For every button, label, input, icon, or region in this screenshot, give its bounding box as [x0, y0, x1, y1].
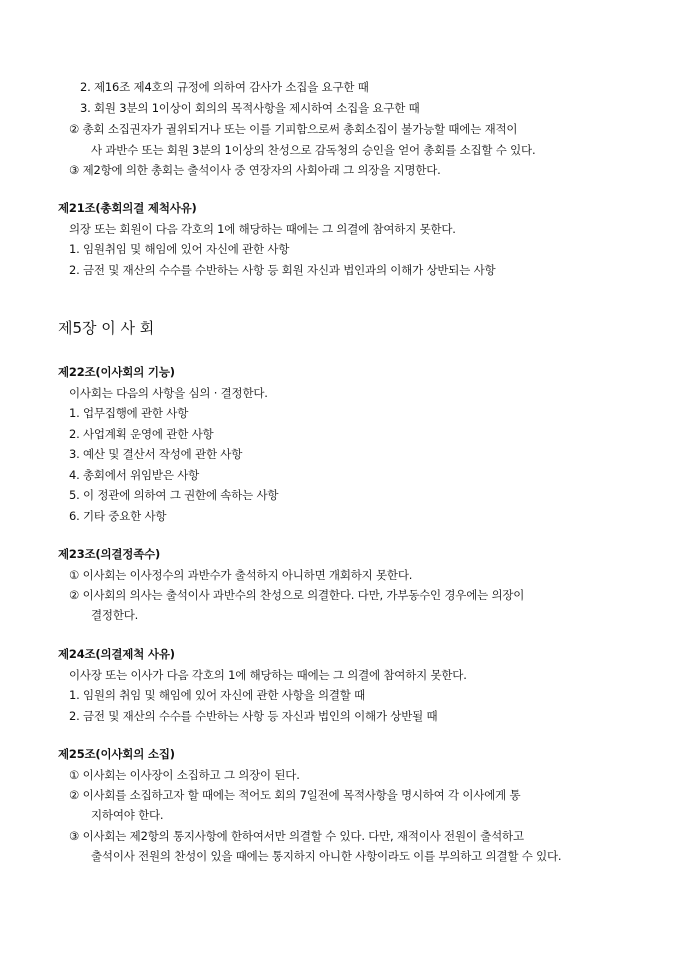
- article24-item-2: 2. 금전 및 재산의 수수를 수반하는 사항 등 자신과 법인의 이해가 상반될 때: [69, 709, 438, 723]
- article22-item-6: 6. 기타 중요한 사항: [69, 509, 167, 523]
- article21-title: 제21조(총회의결 제척사유): [58, 201, 197, 215]
- article24-item-1: 1. 임원의 취임 및 해임에 있어 자신에 관한 사항을 의결할 때: [69, 688, 366, 702]
- article21-item-1: 1. 임원취임 및 해임에 있어 자신에 관한 사항: [69, 242, 290, 256]
- article25-paragraph-3-line-1: ③ 이사회는 제2항의 통지사항에 한하여서만 의결할 수 있다. 다만, 재적이사 전원이 출석하고: [69, 829, 524, 843]
- article23-paragraph-2-line-2: 결정한다.: [91, 608, 139, 622]
- article22-item-4: 4. 총회에서 위임받은 사항: [69, 468, 200, 482]
- article22-title: 제22조(이사회의 기능): [58, 365, 175, 379]
- article22-item-3: 3. 예산 및 결산서 작성에 관한 사항: [69, 447, 243, 461]
- article22-item-1: 1. 업무집행에 관한 사항: [69, 406, 189, 420]
- article23-paragraph-1: ① 이사회는 이사정수의 과반수가 출석하지 아니하면 개회하지 못한다.: [69, 568, 413, 582]
- article22-item-5: 5. 이 정관에 의하여 그 권한에 속하는 사항: [69, 488, 279, 502]
- article25-paragraph-3-line-2: 출석이사 전원의 찬성이 있을 때에는 통지하지 아니한 사항이라도 이를 부의하고 의결할 수 있다.: [91, 849, 562, 863]
- article21-intro: 의장 또는 회원이 다음 각호의 1에 해당하는 때에는 그 의결에 참여하지 못한다.: [69, 222, 456, 236]
- article23-title: 제23조(의결정족수): [58, 547, 161, 561]
- article20-paragraph-2-line-2: 사 과반수 또는 회원 3분의 1이상의 찬성으로 감독청의 승인을 얻어 총회를 소집할 수 있다.: [91, 143, 536, 157]
- article25-paragraph-2-line-1: ② 이사회를 소집하고자 할 때에는 적어도 회의 7일전에 목적사항을 명시하여 각 이사에게 통: [69, 788, 521, 802]
- article23-paragraph-2-line-1: ② 이사회의 의사는 출석이사 과반수의 찬성으로 의결한다. 다만, 가부동수인 경우에는 의장이: [69, 588, 525, 602]
- article20-paragraph-3: ③ 제2항에 의한 총회는 출석이사 중 연장자의 사회아래 그 의장을 지명한다.: [69, 163, 441, 177]
- article21-item-2: 2. 금전 및 재산의 수수를 수반하는 사항 등 회원 자신과 법인과의 이해가 상반되는 사항: [69, 263, 496, 277]
- article25-paragraph-2-line-2: 지하여야 한다.: [91, 808, 164, 822]
- article20-paragraph-2-line-1: ② 총회 소집권자가 궐위되거나 또는 이를 기피함으로써 총회소집이 불가능할 때에는 재적이: [69, 122, 518, 136]
- article25-paragraph-1: ① 이사회는 이사장이 소집하고 그 의장이 된다.: [69, 768, 300, 782]
- article22-intro: 이사회는 다음의 사항을 심의 · 결정한다.: [69, 386, 268, 400]
- article20-item-3: 3. 회원 3분의 1이상이 회의의 목적사항을 제시하여 소집을 요구한 때: [80, 101, 420, 115]
- article22-item-2: 2. 사업계획 운영에 관한 사항: [69, 427, 214, 441]
- article20-item-2: 2. 제16조 제4호의 규정에 의하여 감사가 소집을 요구한 때: [80, 80, 369, 94]
- article25-title: 제25조(이사회의 소집): [58, 747, 175, 761]
- article24-title: 제24조(의결제척 사유): [58, 647, 175, 661]
- article24-intro: 이사장 또는 이사가 다음 각호의 1에 해당하는 때에는 그 의결에 참여하지 못한다.: [69, 668, 467, 682]
- chapter-5-title: 제5장 이 사 회: [58, 319, 155, 337]
